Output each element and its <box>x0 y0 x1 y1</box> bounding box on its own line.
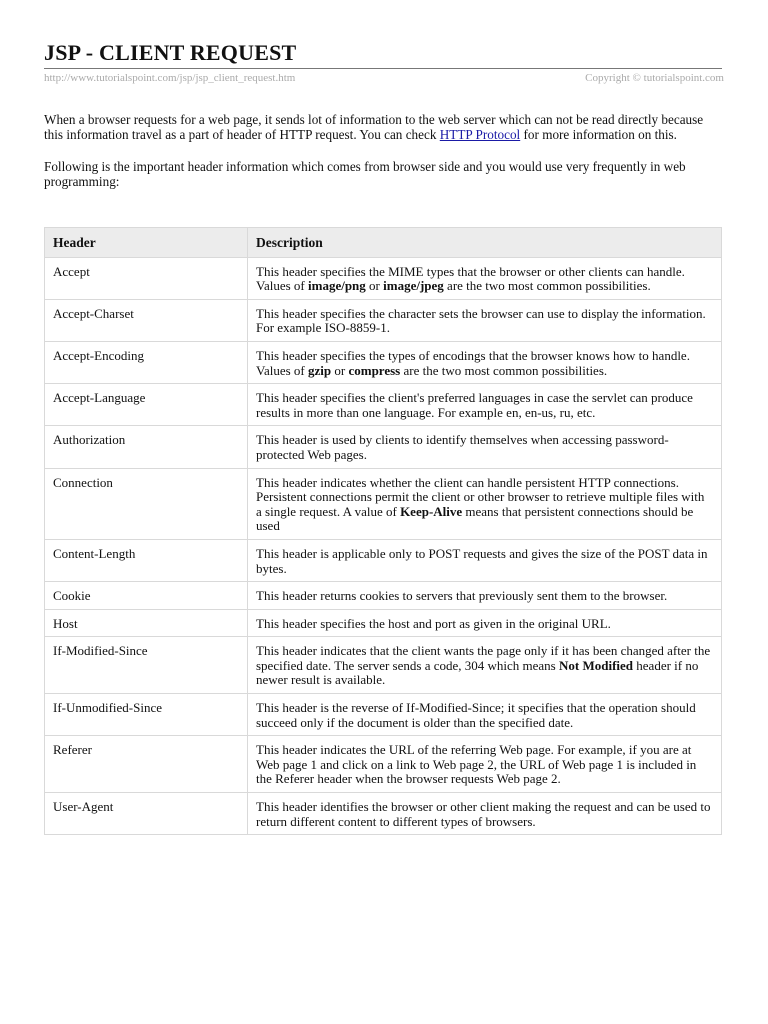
description-text: This header specifies the client's preferred languages in case the servlet can produce results in more than one language. For example en, en-us, ru, etc. <box>256 390 693 420</box>
description-text: This header identifies the browser or other client making the request and can be used to return different content to different types of browsers. <box>256 799 711 829</box>
description-text: or <box>365 278 384 294</box>
table-row <box>45 426 722 468</box>
header-name-cell: Accept-Encoding <box>45 341 248 383</box>
intro-text-1b: for more information on this. <box>520 127 677 142</box>
header-description-cell <box>248 582 722 610</box>
header-description-cell <box>248 637 722 694</box>
title-divider <box>44 68 722 69</box>
header-description-cell <box>248 426 722 468</box>
description-text: This header indicates the URL of the referring Web page. For example, if you are at Web page 1 and click on a link to Web page 2, the URL of Web page 1 is included in the Referer header when the browser requests Web page 2. <box>256 742 697 787</box>
table-row <box>45 539 722 581</box>
description-text: This header returns cookies to servers that previously sent them to the browser. <box>256 588 668 604</box>
bold-value-text: Keep-Alive <box>400 503 463 519</box>
header-name-cell: User-Agent <box>45 793 248 835</box>
table-row <box>45 341 722 383</box>
description-text: This header specifies the types of encodings that the browser knows how to handle. Values of <box>256 347 690 378</box>
header-name-cell: If-Unmodified-Since <box>45 694 248 736</box>
page-title: JSP - CLIENT REQUEST <box>44 40 297 65</box>
header-description-cell <box>248 539 722 581</box>
header-name-cell: Cookie <box>45 582 248 610</box>
table-row <box>45 299 722 341</box>
table-row <box>45 736 722 793</box>
description-text: This header is applicable only to POST requests and gives the size of the POST data in bytes. <box>256 545 708 576</box>
header-name-cell: Referer <box>45 736 248 793</box>
header-description-cell <box>248 341 722 383</box>
description-text: are the two most common possibilities. <box>443 278 651 294</box>
table-row <box>45 609 722 637</box>
description-text: means that persistent connections should be used <box>256 503 694 534</box>
intro-paragraph-2: Following is the important header information which comes from browser side and you would use very frequently in web programming: <box>44 159 686 189</box>
header-description-cell <box>248 694 722 736</box>
column-header-description: Description <box>248 228 722 258</box>
header-description-cell <box>248 384 722 426</box>
description-text: This header is used by clients to identify themselves when accessing password-protected Web pages. <box>256 432 669 462</box>
description-text: are the two most common possibilities. <box>400 362 608 378</box>
header-description-cell <box>248 299 722 341</box>
bold-value-text: gzip <box>308 362 332 378</box>
intro-paragraph-1 <box>44 112 724 142</box>
header-name-cell: Host <box>45 609 248 637</box>
http-headers-table <box>44 227 722 835</box>
description-text: This header indicates whether the client can handle persistent HTTP connections. Persistent connections permit the client or other browser to retrieve multiple files with a single request. A value of <box>256 474 705 519</box>
table-row <box>45 793 722 835</box>
source-url: http://www.tutorialspoint.com/jsp/jsp_client_request.htm <box>44 72 296 84</box>
table-row <box>45 582 722 610</box>
table-row <box>45 257 722 299</box>
intro-text-1a: When a browser requests for a web page, it sends lot of information to the web server which can not be read directly because this information travel as a part of header of HTTP request. You can check <box>44 112 704 142</box>
table-row <box>45 468 722 539</box>
header-name-cell: Authorization <box>45 426 248 468</box>
copyright-notice: Copyright © tutorialspoint.com <box>585 72 724 84</box>
description-text: header if no newer result is available. <box>256 657 699 688</box>
header-name-cell: If-Modified-Since <box>45 637 248 694</box>
bold-value-text: compress <box>348 362 401 378</box>
description-text: This header specifies the MIME types that the browser or other clients can handle. Values of <box>256 263 685 294</box>
description-text: This header is the reverse of If-Modified-Since; it specifies that the operation should succeed only if the document is older than the specified date. <box>256 700 696 730</box>
table-row <box>45 384 722 426</box>
description-text: or <box>331 362 349 378</box>
header-name-cell: Accept-Language <box>45 384 248 426</box>
header-description-cell <box>248 609 722 637</box>
bold-value-text: image/png <box>308 278 366 294</box>
description-text: This header specifies the host and port as given in the original URL. <box>256 615 611 631</box>
bold-value-text: image/jpeg <box>383 278 444 294</box>
table-body <box>45 257 722 835</box>
header-name-cell: Content-Length <box>45 539 248 581</box>
header-name-cell: Accept <box>45 257 248 299</box>
description-text: This header indicates that the client wants the page only if it has been changed after the specified date. The server sends a code, 304 which means <box>256 643 711 673</box>
bold-value-text: Not Modified <box>559 657 634 673</box>
header-description-cell <box>248 736 722 793</box>
intro-section <box>44 112 724 206</box>
table-header-row <box>45 228 722 258</box>
table-row <box>45 694 722 736</box>
http-protocol-link[interactable]: HTTP Protocol <box>439 127 521 142</box>
header-description-cell <box>248 793 722 835</box>
table-row <box>45 637 722 694</box>
header-description-cell <box>248 257 722 299</box>
description-text: This header specifies the character sets the browser can use to display the information. For example ISO-8859-1. <box>256 305 706 336</box>
header-name-cell: Accept-Charset <box>45 299 248 341</box>
header-name-cell: Connection <box>45 468 248 539</box>
column-header-header: Header <box>45 228 248 258</box>
header-description-cell <box>248 468 722 539</box>
